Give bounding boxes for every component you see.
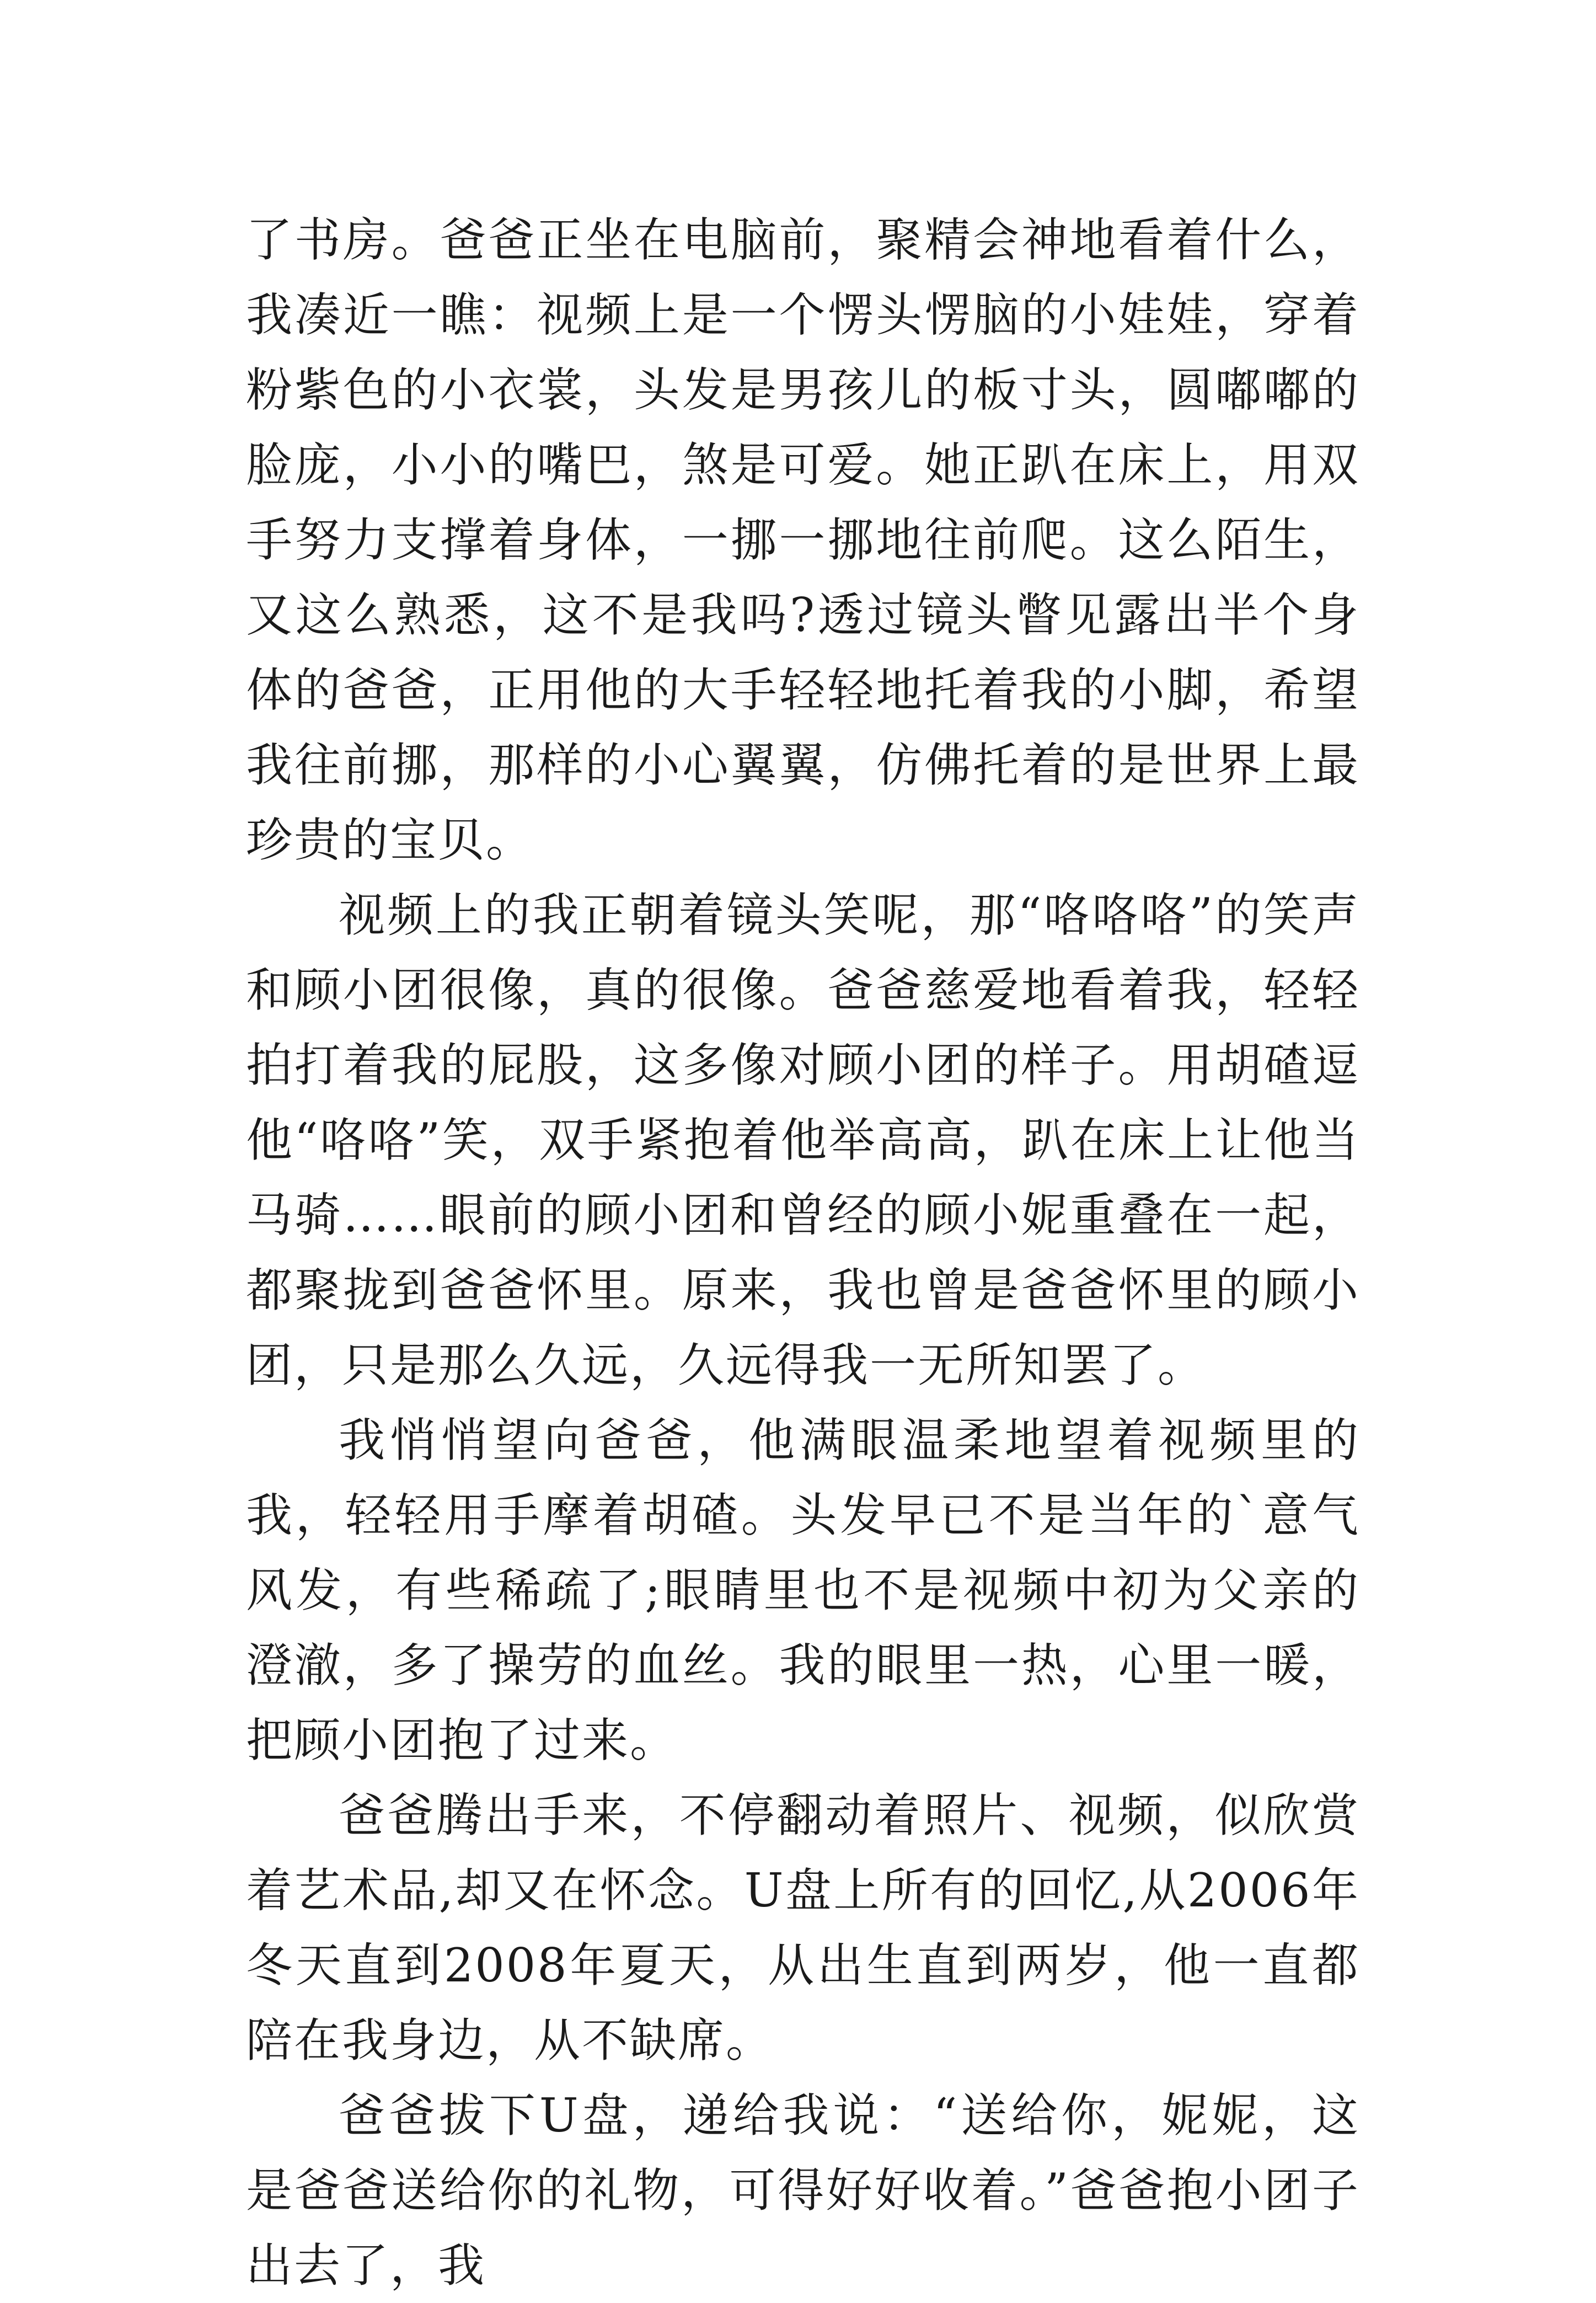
paragraph-1: 了书房。爸爸正坐在电脑前，聚精会神地看着什么，我凑近一瞧：视频上是一个愣头愣脑的小娃娃，穿着粉紫色的小衣裳，头发是男孩儿的板寸头，圆嘟嘟的脸庞，小小的嘴巴，煞是可爱。她正趴在床上，用双手努力支撑着身体，一挪一挪地往前爬。这么陌生，又这么熟悉，这不是我吗?透过镜头瞥见露出半个身体的爸爸，正用他的大手轻轻地托着我的小脚，希望我往前挪，那样的小心翼翼，仿佛托着的是世界上最珍贵的宝贝。 xyxy=(246,213,1360,867)
paragraph-3: 我悄悄望向爸爸，他满眼温柔地望着视频里的我，轻轻用手摩着胡碴。头发早已不是当年的`意气风发，有些稀疏了;眼睛里也不是视频中初为父亲的澄澈，多了操劳的血丝。我的眼里一热，心里一暖，把顾小团抱了过来。 xyxy=(246,1413,1360,1767)
paragraph-5: 爸爸拔下U盘，递给我说：“送给你，妮妮，这是爸爸送给你的礼物，可得好好收着。”爸爸抱小团子出去了，我 xyxy=(246,2088,1360,2293)
article-body xyxy=(246,202,1360,2303)
paragraph-4: 爸爸腾出手来，不停翻动着照片、视频，似欣赏着艺术品,却又在怀念。U盘上所有的回忆,从2006年冬天直到2008年夏天，从出生直到两岁，他一直都陪在我身边，从不缺席。 xyxy=(246,1788,1360,2067)
paragraph-2: 视频上的我正朝着镜头笑呢，那“咯咯咯”的笑声和顾小团很像，真的很像。爸爸慈爱地看着我，轻轻拍打着我的屁股，这多像对顾小团的样子。用胡碴逗他“咯咯”笑，双手紧抱着他举高高，趴在床上让他当马骑……眼前的顾小团和曾经的顾小妮重叠在一起，都聚拢到爸爸怀里。原来，我也曾是爸爸怀里的顾小团，只是那么久远，久远得我一无所知罢了。 xyxy=(246,888,1360,1392)
